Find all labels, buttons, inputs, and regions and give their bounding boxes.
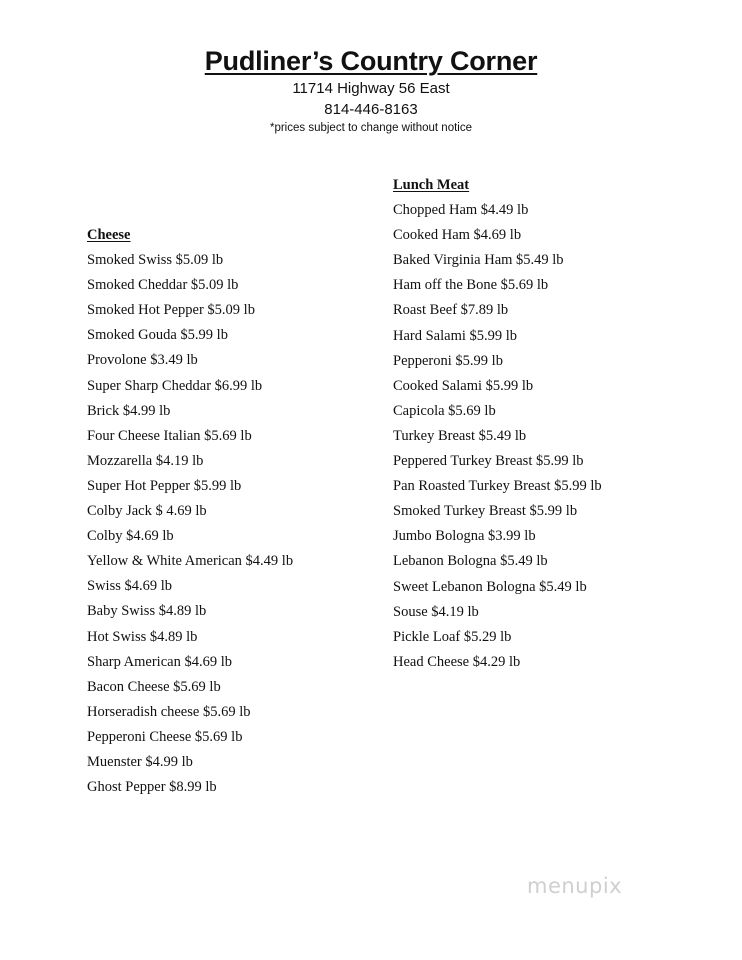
menu-item: Peppered Turkey Breast $5.99 lb — [393, 453, 584, 470]
menu-item: Souse $4.19 lb — [393, 603, 479, 620]
lunch-meat-section — [393, 173, 602, 675]
menu-item: Four Cheese Italian $5.69 lb — [87, 427, 252, 444]
menu-header — [0, 44, 742, 137]
store-address: 11714 Highway 56 East — [292, 80, 450, 97]
menu-item: Sweet Lebanon Bologna $5.49 lb — [393, 578, 587, 595]
menu-item: Ghost Pepper $8.99 lb — [87, 779, 217, 796]
menu-item: Pickle Loaf $5.29 lb — [393, 628, 512, 645]
menu-item: Brick $4.99 lb — [87, 402, 171, 419]
menu-item: Sharp American $4.69 lb — [87, 653, 232, 670]
menu-item: Capicola $5.69 lb — [393, 402, 496, 419]
menu-item: Lebanon Bologna $5.49 lb — [393, 553, 548, 570]
menu-item: Mozzarella $4.19 lb — [87, 452, 204, 469]
menu-item: Baked Virginia Ham $5.49 lb — [393, 252, 564, 269]
menu-item: Cooked Ham $4.69 lb — [393, 227, 522, 244]
menu-item: Pepperoni Cheese $5.69 lb — [87, 728, 243, 745]
lunch-meat-list — [393, 198, 602, 675]
menu-item: Baby Swiss $4.89 lb — [87, 603, 207, 620]
cheese-heading: Cheese — [87, 227, 131, 243]
menu-item: Horseradish cheese $5.69 lb — [87, 703, 251, 720]
menu-item: Bacon Cheese $5.69 lb — [87, 678, 221, 695]
cheese-section — [87, 223, 293, 800]
menu-item: Swiss $4.69 lb — [87, 578, 173, 595]
menupix-watermark: menupix — [527, 874, 623, 898]
menu-item: Smoked Swiss $5.09 lb — [87, 252, 224, 269]
price-notice: *prices subject to change without notice — [269, 122, 472, 134]
menu-item: Colby Jack $ 4.69 lb — [87, 503, 207, 520]
cheese-list — [87, 248, 293, 800]
menu-item: Turkey Breast $5.49 lb — [393, 427, 527, 444]
menu-item: Provolone $3.49 lb — [87, 352, 198, 369]
lunch-meat-heading: Lunch Meat — [393, 177, 470, 193]
menu-item: Pepperoni $5.99 lb — [393, 352, 503, 369]
menu-item: Super Hot Pepper $5.99 lb — [87, 477, 242, 494]
menu-item: Super Sharp Cheddar $6.99 lb — [87, 377, 263, 394]
menu-item: Hot Swiss $4.89 lb — [87, 628, 198, 645]
menu-item: Pan Roasted Turkey Breast $5.99 lb — [393, 478, 602, 495]
menu-item: Smoked Hot Pepper $5.09 lb — [87, 302, 255, 319]
menu-item: Roast Beef $7.89 lb — [393, 302, 509, 319]
menu-item: Yellow & White American $4.49 lb — [87, 553, 294, 570]
menu-item: Head Cheese $4.29 lb — [393, 653, 521, 670]
store-phone: 814-446-8163 — [324, 101, 418, 118]
page-title: Pudliner’s Country Corner — [204, 46, 538, 76]
menu-item: Muenster $4.99 lb — [87, 753, 193, 770]
menu-item: Cooked Salami $5.99 lb — [393, 377, 534, 394]
menu-item: Smoked Gouda $5.99 lb — [87, 327, 228, 344]
menu-item: Colby $4.69 lb — [87, 528, 174, 545]
menu-item: Smoked Turkey Breast $5.99 lb — [393, 503, 578, 520]
menu-item: Hard Salami $5.99 lb — [393, 327, 518, 344]
menu-item: Ham off the Bone $5.69 lb — [393, 277, 549, 294]
menu-item: Smoked Cheddar $5.09 lb — [87, 277, 239, 294]
menu-item: Jumbo Bologna $3.99 lb — [393, 528, 536, 545]
menu-item: Chopped Ham $4.49 lb — [393, 202, 529, 219]
